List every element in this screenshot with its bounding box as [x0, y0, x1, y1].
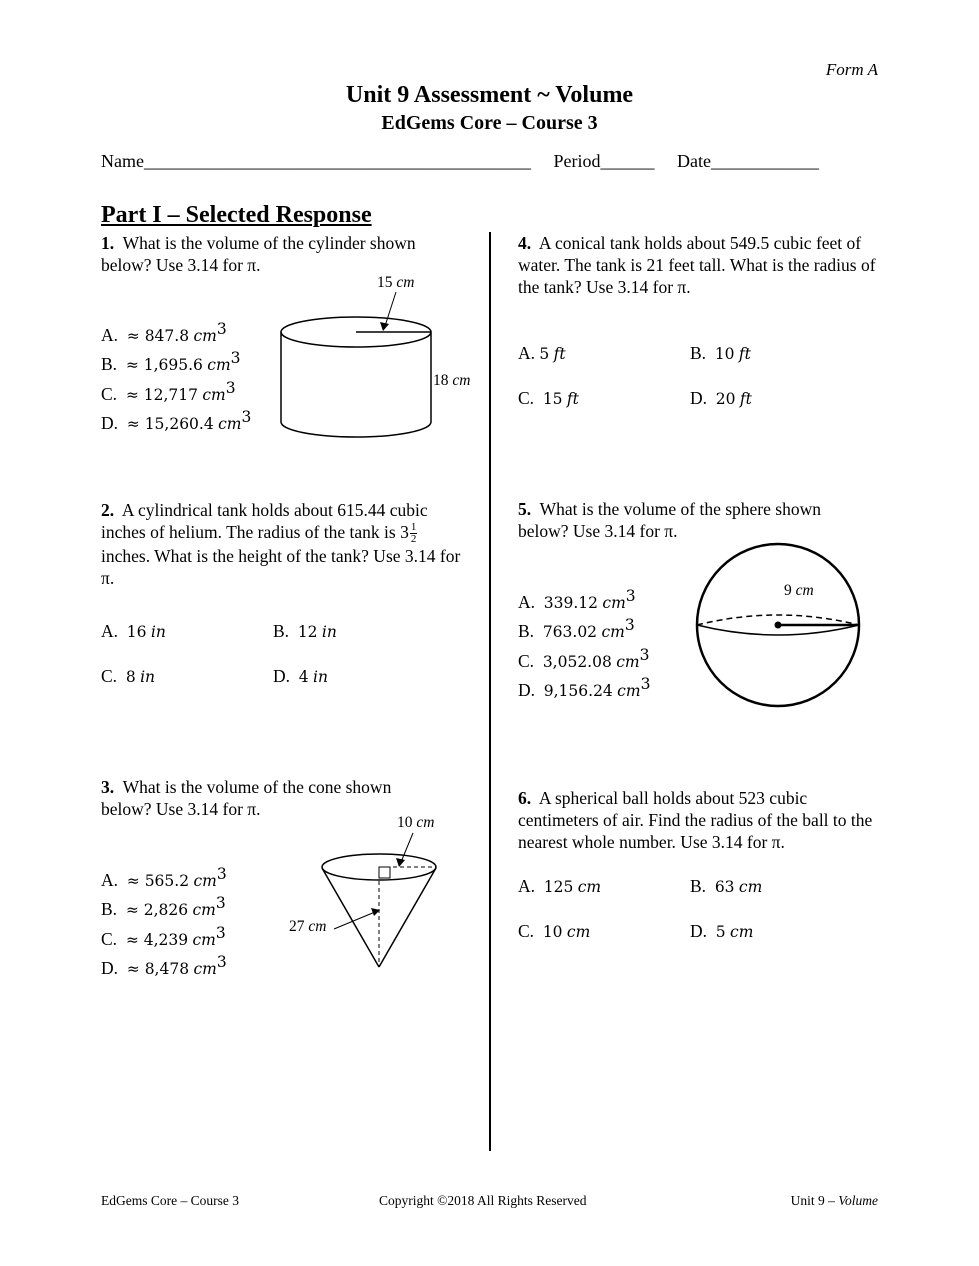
- question-text: What is the volume of the cone shown below? Use 3.14 for π.: [101, 777, 392, 819]
- answer-option[interactable]: C. 15 ft: [518, 388, 579, 408]
- question-number: 1.: [101, 233, 115, 253]
- answer-option[interactable]: B. 10 ft: [690, 343, 751, 363]
- answer-option[interactable]: B. 63 cm: [690, 876, 763, 896]
- answer-option[interactable]: C. ≈ 4,239 $cm^3$: [101, 923, 226, 949]
- answer-option[interactable]: B. 12 in: [273, 621, 337, 641]
- answer-option[interactable]: B. 763.02 $cm^3$: [518, 616, 635, 642]
- answer-option[interactable]: A. 339.12 $cm^3$: [518, 587, 636, 612]
- name-label: Name: [101, 151, 144, 171]
- answer-option[interactable]: D. 20 ft: [690, 388, 752, 408]
- question-number: 2.: [101, 500, 115, 520]
- answer-option[interactable]: C. 3,052.08 $cm^3$: [518, 645, 650, 671]
- answer-option[interactable]: D. 4 in: [273, 666, 328, 686]
- answer-option[interactable]: C. ≈ 12,717 $cm^3$: [101, 378, 236, 404]
- part-title: Part I – Selected Response: [101, 202, 372, 228]
- date-field[interactable]: ____________: [710, 151, 819, 171]
- question-text: A spherical ball holds about 523 cubic centimeters of air. Find the radius of the ball to the nearest whole number. Use 3.14 for π.: [518, 788, 873, 852]
- mixed-fraction: $\frac{1}{2}$: [410, 521, 417, 546]
- question-text: A cylindrical tank holds about 615.44 cubic inches of helium. The radius of the tank is: [101, 500, 428, 542]
- footer-right: Unit 9 – Volume: [790, 1193, 878, 1208]
- answer-option[interactable]: A. ≈ 847.8 $cm^3$: [101, 320, 227, 345]
- answer-option[interactable]: D. ≈ 15,260.4 $cm^3$: [101, 407, 252, 433]
- answer-option[interactable]: C. 8 in: [101, 666, 156, 686]
- cone-height-label: 27 cm: [289, 918, 327, 935]
- page-subtitle: EdGems Core – Course 3: [381, 112, 598, 134]
- answer-option[interactable]: A. 125 cm: [518, 876, 602, 896]
- question-text: inches. What is the height of the tank? Use 3.14 for π.: [101, 546, 461, 589]
- question-number: 4.: [518, 233, 532, 253]
- question-6: [518, 787, 873, 853]
- date-label: Date: [676, 151, 711, 171]
- question-text: A conical tank holds about 549.5 cubic feet of water. The tank is 21 feet tall. What is the radius of the tank? Use 3.14 for π.: [518, 233, 876, 297]
- answer-option[interactable]: B. ≈ 2,826 $cm^3$: [101, 894, 226, 920]
- period-field[interactable]: ______: [600, 151, 655, 171]
- sphere-radius-label: 9 cm: [784, 582, 814, 599]
- page-title: Unit 9 Assessment ~ Volume: [345, 82, 634, 108]
- answer-option[interactable]: C. 10 cm: [518, 921, 591, 941]
- answer-option[interactable]: A. ≈ 565.2 $cm^3$: [101, 865, 227, 890]
- cylinder-height-label: 18 cm: [433, 372, 471, 389]
- question-number: 6.: [518, 788, 532, 808]
- answer-option[interactable]: A. 5 ft: [518, 343, 566, 363]
- answer-option[interactable]: D. 5 cm: [690, 921, 754, 941]
- answer-option[interactable]: B. ≈ 1,695.6 $cm^3$: [101, 349, 241, 375]
- footer-copyright: Copyright ©2018 All Rights Reserved: [379, 1193, 587, 1208]
- question-number: 3.: [101, 777, 115, 797]
- name-field[interactable]: ___________________________________________: [143, 151, 531, 171]
- question-text: What is the volume of the sphere shown below? Use 3.14 for π.: [518, 499, 821, 541]
- form-label: Form A: [825, 60, 878, 79]
- question-2: 2. A cylindrical tank holds about 615.44 cubic inches of helium. The radius of the tank is 3 $\frac{1}{2}$ inches. What is the height of the tank? Use 3.14 for π.: [101, 500, 461, 589]
- question-text: What is the volume of the cylinder shown below? Use 3.14 for π.: [101, 233, 416, 275]
- answer-option[interactable]: D. 9,156.24 $cm^3$: [518, 674, 651, 700]
- period-label: Period: [553, 151, 601, 171]
- answer-option[interactable]: A. 16 in: [101, 621, 166, 641]
- answer-option[interactable]: D. ≈ 8,478 $cm^3$: [101, 952, 227, 978]
- footer-left: EdGems Core – Course 3: [101, 1193, 239, 1208]
- cone-radius-label: 10 cm: [397, 814, 435, 831]
- cylinder-radius-label: 15 cm: [377, 274, 415, 291]
- question-number: 5.: [518, 499, 532, 519]
